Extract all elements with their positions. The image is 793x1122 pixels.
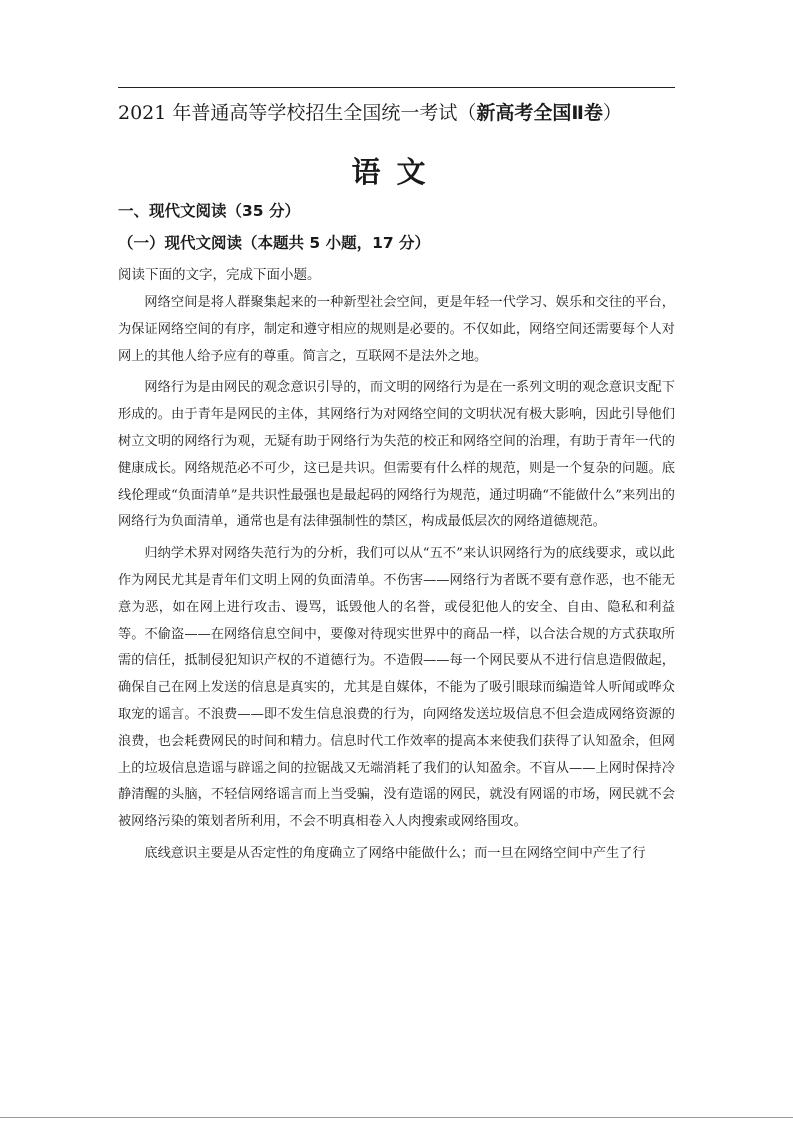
passage-paragraph-3: 归纳学术界对网络失范行为的分析，我们可以从“五不”来认识网络行为的底线要求，或以此作为网民尤其是青年们文明上网的负面清单。不伤害——网络行为者既不要有意作恶，也不能无意为恶，如在网上进行攻击、谩骂，诋毁他人的名誉，或侵犯他人的安全、自由、隐私和利益等。不偷盗——在网络信息空间中，要像对待现实世界中的商品一样，以合法合规的方式获取所需的信任，抵制侵犯知识产权的不道德行为。不造假——每一个网民要从不进行信息造假做起，确保自己在网上发送的信息是真实的，尤其是自媒体，不能为了吸引眼球而编造耸人听闻或哗众取宠的谣言。不浪费——即不发生信息浪费的行为，向网络发送垃圾信息不但会造成网络资源的浪费，也会耗费网民的时间和精力。信息时代工作效率的提高本来使我们获得了认知盈余，但网上的垃圾信息造谣与辟谣之间的拉锯战又无端消耗了我们的认知盈余。不盲从——上网时保持冷静清醒的头脑，不轻信网络谣言而上当受骗，没有造谣的网民，就没有网谣的市场，网民就不会被网络污染的策划者所利用，不会不明真相卷入人肉搜索或网络围攻。 bbox=[118, 546, 675, 830]
subsection-heading: （一）现代文阅读（本题共 5 小题，17 分） bbox=[118, 234, 431, 252]
bottom-rule bbox=[0, 1117, 793, 1118]
top-rule bbox=[118, 87, 675, 88]
subject-title: 语文 bbox=[351, 155, 442, 189]
exam-title-paper: 新高考全国Ⅱ卷 bbox=[476, 102, 603, 124]
section-heading: 一、现代文阅读（35 分） bbox=[118, 202, 300, 220]
exam-title-regular: 2021 年普通高等学校招生全国统一考试（ bbox=[118, 102, 477, 124]
exam-title-close: ） bbox=[602, 102, 622, 124]
passage-paragraph-4: 底线意识主要是从否定性的角度确立了网络中能做什么；而一旦在网络空间中产生了行 bbox=[144, 845, 646, 861]
exam-title bbox=[118, 98, 678, 125]
passage-paragraph-1: 网络空间是将人群聚集起来的一种新型社会空间，更是年轻一代学习、娱乐和交往的平台，为保证网络空间的有序，制定和遵守相应的规则是必要的。不仅如此，网络空间还需要每个人对网上的其他人给予应有的尊重。简言之，互联网不是法外之地。 bbox=[118, 295, 675, 364]
reading-passage bbox=[118, 290, 675, 873]
instruction: 阅读下面的文字，完成下面小题。 bbox=[118, 267, 321, 283]
passage-paragraph-2: 网络行为是由网民的观念意识引导的，而文明的网络行为是在一系列文明的观念意识支配下形成的。由于青年是网民的主体，其网络行为对网络空间的文明状况有极大影响，因此引导他们树立文明的网络行为观，无疑有助于网络行为失范的校正和网络空间的治理，有助于青年一代的健康成长。网络规范必不可少，这已是共识。但需要有什么样的规范，则是一个复杂的问题。底线伦理或“负面清单”是共识性最强也是最起码的网络行为规范，通过明确“不能做什么”来列出的网络行为负面清单，通常也是有法律强制性的禁区，构成最低层次的网络道德规范。 bbox=[118, 380, 675, 530]
